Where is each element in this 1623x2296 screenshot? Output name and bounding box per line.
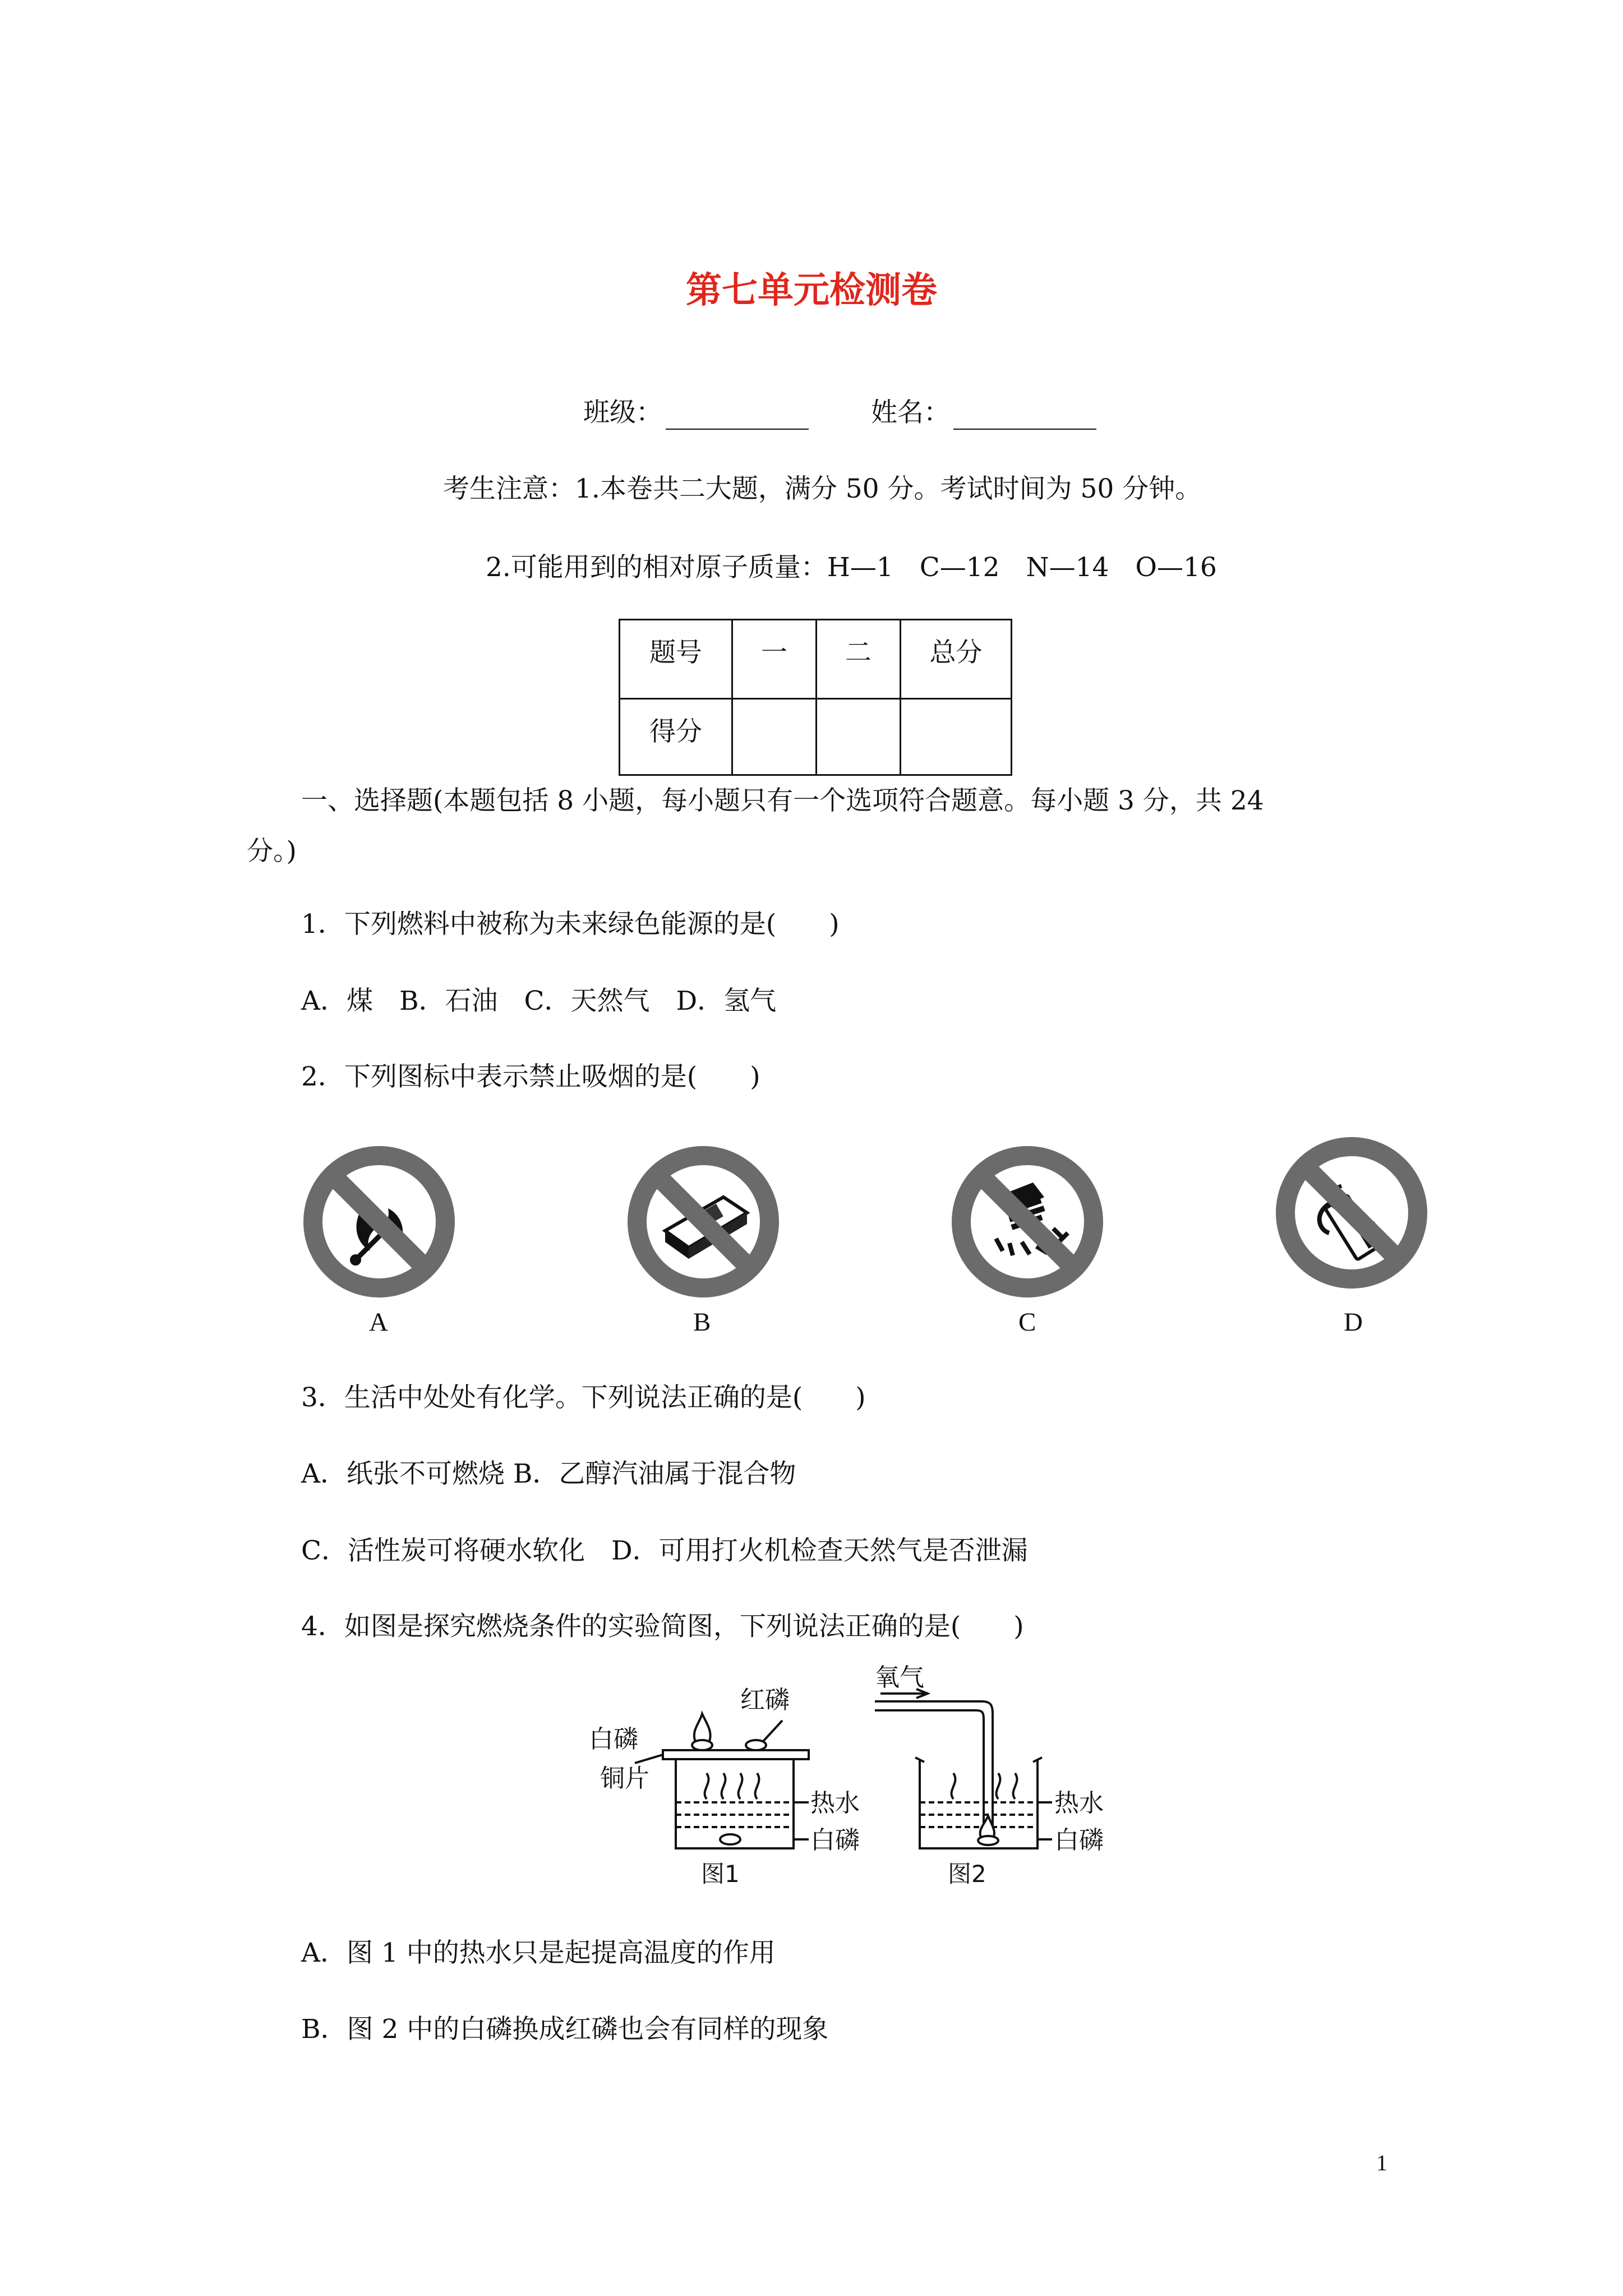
- q4-option-a: A．图 1 中的热水只是起提高温度的作用: [301, 1938, 776, 1968]
- name-label: 姓名：: [871, 397, 950, 428]
- page-number: 1: [1376, 2150, 1387, 2175]
- section1-line1: 一、选择题(本题包括 8 小题，每小题只有一个选项符合题意。每小题 3 分，共 24: [301, 785, 1264, 816]
- figure2-apparatus: [875, 1689, 1052, 1848]
- section1-line2: 分。): [247, 836, 297, 867]
- q1-stem: 1．下列燃料中被称为未来绿色能源的是( ): [301, 909, 840, 940]
- score-cell[interactable]: [901, 699, 1012, 775]
- score-cell[interactable]: [817, 699, 901, 775]
- label-white-phosphorus-1: 白磷: [810, 1826, 860, 1855]
- notice-1: 考生注意：1.本卷共二大题，满分 50 分。考试时间为 50 分钟。: [443, 473, 1202, 504]
- score-header-cell: 总分: [901, 620, 1012, 699]
- label-figure-2: 图2: [948, 1860, 986, 1888]
- sign-label-b: B: [693, 1308, 711, 1337]
- page-title: 第七单元检测卷: [686, 269, 937, 311]
- label-oxygen: 氧气: [875, 1663, 924, 1692]
- score-row-label: 得分: [620, 699, 732, 775]
- name-blank[interactable]: [953, 406, 1096, 430]
- score-table-header-row: [620, 620, 1012, 699]
- q2-stem: 2．下列图标中表示禁止吸烟的是( ): [301, 1061, 760, 1092]
- class-field: [583, 396, 809, 430]
- score-header-cell: 一: [732, 620, 817, 699]
- score-table: [619, 619, 1012, 776]
- q4-option-b: B．图 2 中的白磷换成红磷也会有同样的现象: [301, 2014, 829, 2045]
- sign-no-smoking-icon[interactable]: [1273, 1134, 1430, 1291]
- sign-label-a: A: [369, 1308, 388, 1337]
- score-header-cell: 题号: [620, 620, 732, 699]
- score-cell[interactable]: [732, 699, 817, 775]
- sign-no-fire-icon[interactable]: [301, 1143, 458, 1300]
- class-label: 班级：: [583, 397, 662, 428]
- q3-options-cd: C．活性炭可将硬水软化 D．可用打火机检查天然气是否泄漏: [301, 1535, 1028, 1566]
- label-red-phosphorus: 红磷: [740, 1686, 790, 1714]
- label-white-phosphorus-top: 白磷: [589, 1725, 638, 1754]
- sign-label-c: C: [1018, 1308, 1036, 1337]
- combustion-experiment-diagram: [589, 1663, 1104, 1904]
- score-header-cell: 二: [817, 620, 901, 699]
- name-field: [871, 396, 1096, 430]
- class-blank[interactable]: [666, 406, 809, 430]
- sign-no-matches-icon[interactable]: [625, 1143, 782, 1300]
- notice-2: 2.可能用到的相对原子质量：H—1 C—12 N—14 O—16: [486, 552, 1217, 583]
- q3-options-ab: A．纸张不可燃烧 B．乙醇汽油属于混合物: [301, 1458, 796, 1489]
- q4-stem: 4．如图是探究燃烧条件的实验简图，下列说法正确的是( ): [301, 1611, 1024, 1642]
- label-hot-water-1: 热水: [810, 1789, 860, 1818]
- score-table-score-row: [620, 699, 1012, 775]
- sign-label-d: D: [1344, 1308, 1363, 1337]
- label-figure-1: 图1: [701, 1860, 740, 1888]
- label-white-phosphorus-2: 白磷: [1054, 1826, 1104, 1855]
- sign-no-fireworks-icon[interactable]: [949, 1143, 1106, 1300]
- label-hot-water-2: 热水: [1054, 1789, 1104, 1818]
- q1-options: A．煤 B．石油 C．天然气 D．氢气: [301, 986, 777, 1016]
- figure1-apparatus: [635, 1714, 809, 1848]
- label-copper-sheet: 铜片: [600, 1764, 649, 1793]
- q3-stem: 3．生活中处处有化学。下列说法正确的是( ): [301, 1382, 866, 1413]
